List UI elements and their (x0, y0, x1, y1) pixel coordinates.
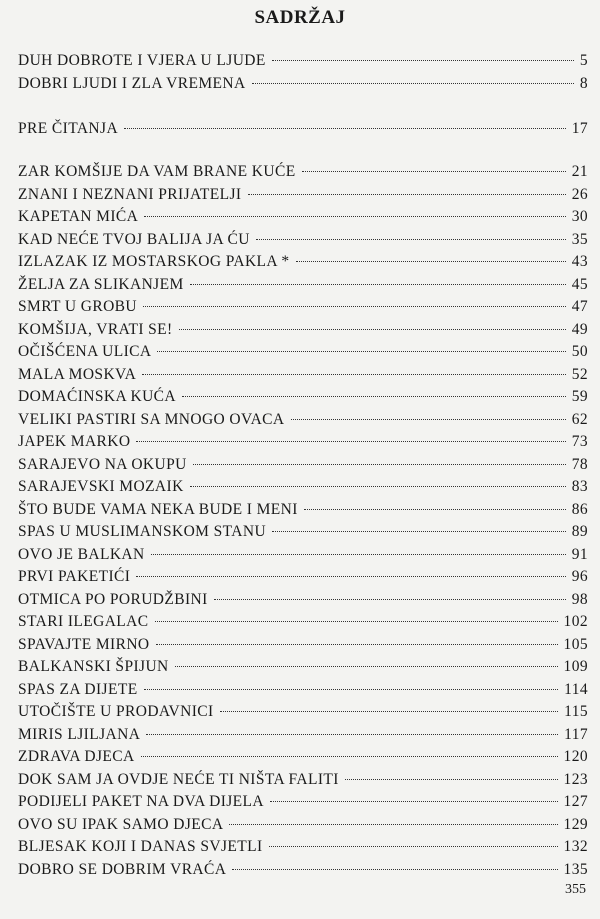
toc-entry-title: ŠTO BUDE VAMA NEKA BUDE I MENI (18, 501, 298, 518)
toc-entry-page: 17 (571, 120, 588, 137)
toc-entry-page: 123 (563, 771, 588, 788)
toc-entry (18, 74, 588, 94)
toc-entry-title: IZLAZAK IZ MOSTARSKOG PAKLA * (18, 253, 290, 270)
toc-leader-dots (156, 644, 558, 645)
toc-entry-page: 132 (563, 838, 588, 855)
toc-entry-title: SPAS U MUSLIMANSKOM STANU (18, 523, 267, 540)
toc-entry (18, 207, 588, 227)
toc-entry-title: PRVI PAKETIĆI (18, 568, 131, 585)
toc-entry-title: JAPEK MARKO (18, 433, 131, 450)
toc-leader-dots (151, 554, 566, 555)
toc-leader-dots (155, 621, 558, 622)
toc-entry-title: ZAR KOMŠIJE DA VAM BRANE KUĆE (18, 163, 296, 180)
toc-entry (18, 567, 588, 587)
toc-entry (18, 522, 588, 542)
toc-entry-page: 98 (571, 591, 588, 608)
toc-entry-title: ZDRAVA DJECA (18, 748, 135, 765)
toc-entry-page: 8 (579, 75, 588, 92)
toc-entry (18, 860, 588, 880)
toc-entry-page: 109 (563, 658, 588, 675)
toc-entry (18, 770, 588, 790)
toc-entry (18, 297, 588, 317)
toc-entry-title: DOBRI LJUDI I ZLA VREMENA (18, 75, 246, 92)
toc-leader-dots (302, 171, 566, 172)
toc-entry-title: DOMAĆINSKA KUĆA (18, 388, 177, 405)
toc-leader-dots (304, 509, 566, 510)
toc-entry-title: PRE ČITANJA (18, 120, 119, 137)
toc-entry-page: 62 (571, 411, 588, 428)
toc-entry (18, 119, 588, 139)
toc-leader-dots (190, 486, 566, 487)
toc-leader-dots (272, 60, 574, 61)
toc-entry-title: SMRT U GROBU (18, 298, 137, 315)
toc-leader-dots (142, 374, 565, 375)
toc-leader-dots (141, 756, 558, 757)
toc-entry (18, 500, 588, 520)
toc-leader-dots (252, 83, 574, 84)
toc-entry-page: 102 (563, 613, 588, 630)
toc-leader-dots (272, 531, 566, 532)
toc-entry-page: 91 (571, 546, 588, 563)
toc-entry-page: 117 (564, 726, 588, 743)
toc-entry-page: 135 (563, 861, 588, 878)
toc-entry-title: DOBRO SE DOBRIM VRAĆA (18, 861, 227, 878)
toc-entry-page: 73 (571, 433, 588, 450)
toc-entry-title: MIRIS LJILJANA (18, 726, 141, 743)
toc-entry-title: SPAS ZA DIJETE (18, 681, 138, 698)
toc-entry-page: 43 (571, 253, 588, 270)
toc-leader-dots (345, 779, 558, 780)
toc-leader-dots (248, 194, 566, 195)
toc-entry (18, 455, 588, 475)
toc-leader-dots (291, 419, 566, 420)
toc-entry-page: 83 (571, 478, 588, 495)
toc-entry (18, 387, 588, 407)
toc-entry-title: ZNANI I NEZNANI PRIJATELJI (18, 186, 242, 203)
toc-entry-page: 5 (579, 52, 588, 69)
toc-entry (18, 230, 588, 250)
toc-leader-dots (179, 329, 566, 330)
toc-leader-dots (269, 846, 558, 847)
toc-entry-title: BLJESAK KOJI I DANAS SVJETLI (18, 838, 263, 855)
toc-entry-page: 127 (563, 793, 588, 810)
toc-entry-title: PODIJELI PAKET NA DVA DIJELA (18, 793, 265, 810)
toc-entry-title: VELIKI PASTIRI SA MNOGO OVACA (18, 411, 285, 428)
toc-entry (18, 162, 588, 182)
toc-entry (18, 702, 588, 722)
page-title: SADRŽAJ (254, 7, 346, 28)
toc-entry-page: 21 (571, 163, 588, 180)
toc-entry-title: KAPETAN MIĆA (18, 208, 139, 225)
toc-entry (18, 185, 588, 205)
toc-entry-page: 115 (564, 703, 588, 720)
toc-leader-dots (146, 734, 558, 735)
toc-entry-page: 78 (571, 456, 588, 473)
toc-leader-dots (124, 128, 566, 129)
toc-entry-title: SARAJEVSKI MOZAIK (18, 478, 184, 495)
toc-entry (18, 365, 588, 385)
toc-entry-title: SPAVAJTE MIRNO (18, 636, 150, 653)
toc-entry-page: 120 (563, 748, 588, 765)
toc-leader-dots (175, 666, 558, 667)
toc-entry (18, 612, 588, 632)
toc-entry-page: 114 (564, 681, 588, 698)
toc-entry-title: UTOČIŠTE U PRODAVNICI (18, 703, 214, 720)
toc-entry (18, 275, 588, 295)
toc-entry (18, 725, 588, 745)
toc-entry-title: SARAJEVO NA OKUPU (18, 456, 187, 473)
toc-entry-page: 30 (571, 208, 588, 225)
toc-entry (18, 320, 588, 340)
toc-leader-dots (136, 576, 565, 577)
toc-leader-dots (144, 689, 559, 690)
toc-entry-page: 52 (571, 366, 588, 383)
toc-leader-dots (296, 261, 566, 262)
toc-entry-page: 49 (571, 321, 588, 338)
toc-entry (18, 342, 588, 362)
toc-leader-dots (214, 599, 566, 600)
toc-entry-page: 47 (571, 298, 588, 315)
toc-entry-title: OVO SU IPAK SAMO DJECA (18, 816, 224, 833)
toc-entry-title: BALKANSKI ŠPIJUN (18, 658, 169, 675)
toc-entry (18, 657, 588, 677)
toc-entry (18, 792, 588, 812)
toc-entry-title: DOK SAM JA OVDJE NEĆE TI NIŠTA FALITI (18, 771, 339, 788)
toc-entry (18, 837, 588, 857)
toc-entry-page: 129 (563, 816, 588, 833)
toc-leader-dots (143, 306, 566, 307)
toc-entry (18, 680, 588, 700)
toc-entry-page: 35 (571, 231, 588, 248)
toc-entry (18, 635, 588, 655)
toc-entry (18, 432, 588, 452)
toc-entry-page: 105 (563, 636, 588, 653)
toc-entry-page: 59 (571, 388, 588, 405)
toc-leader-dots (157, 351, 565, 352)
toc-entry (18, 545, 588, 565)
toc-leader-dots (220, 711, 559, 712)
toc-entry-title: STARI ILEGALAC (18, 613, 149, 630)
toc-entry-page: 45 (571, 276, 588, 293)
toc-leader-dots (232, 869, 557, 870)
toc-entry-title: DUH DOBROTE I VJERA U LJUDE (18, 52, 266, 69)
toc-entry-title: OVO JE BALKAN (18, 546, 145, 563)
toc-entry-page: 50 (571, 343, 588, 360)
toc-leader-dots (270, 801, 558, 802)
toc-entry (18, 590, 588, 610)
toc-entry-title: KAD NEĆE TVOJ BALIJA JA ĆU (18, 231, 250, 248)
toc-entry (18, 51, 588, 71)
toc-entry-title: OČIŠĆENA ULICA (18, 343, 152, 360)
toc-entry (18, 747, 588, 767)
toc-entry (18, 410, 588, 430)
toc-entry-title: ŽELJA ZA SLIKANJEM (18, 276, 184, 293)
toc-leader-dots (256, 239, 566, 240)
page-number: 355 (565, 882, 586, 897)
toc-entry-title: OTMICA PO PORUDŽBINI (18, 591, 208, 608)
toc-entry-page: 89 (571, 523, 588, 540)
toc-leader-dots (136, 441, 565, 442)
toc-leader-dots (229, 824, 557, 825)
toc-entry-page: 96 (571, 568, 588, 585)
toc-entry (18, 815, 588, 835)
toc-leader-dots (193, 464, 566, 465)
toc-entry (18, 252, 588, 272)
toc-entry-title: MALA MOSKVA (18, 366, 137, 383)
toc-leader-dots (182, 396, 566, 397)
toc-entry (18, 477, 588, 497)
toc-leader-dots (144, 216, 565, 217)
toc-leader-dots (190, 284, 566, 285)
toc-entry-page: 86 (571, 501, 588, 518)
toc-entry-title: KOMŠIJA, VRATI SE! (18, 321, 173, 338)
toc-entry-page: 26 (571, 186, 588, 203)
